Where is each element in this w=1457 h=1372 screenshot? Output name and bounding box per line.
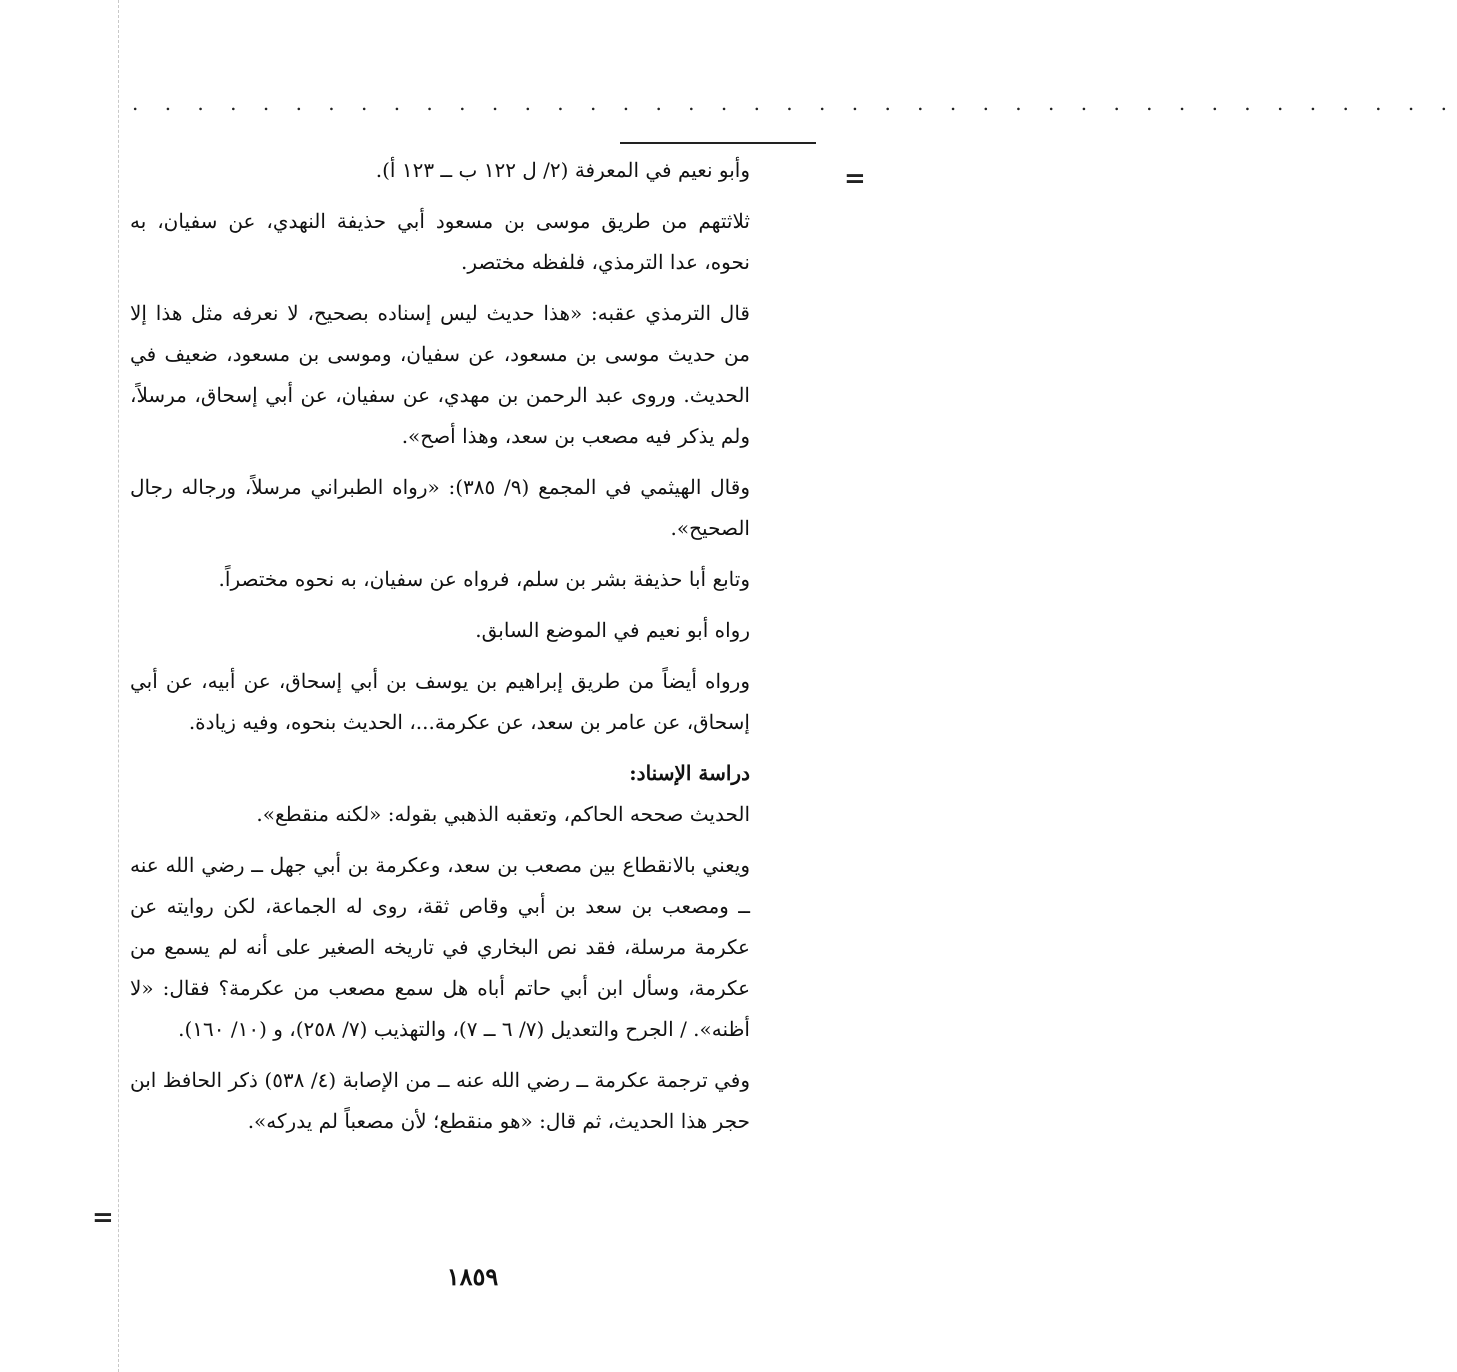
paragraph-ibrahim-chain: ورواه أيضاً من طريق إبراهيم بن يوسف بن أبي إسحاق، عن أبيه، عن أبي إسحاق، عن عامر بن سعد، عن عكرمة...، الحديث بنحوه، وفيه زيادة. bbox=[130, 669, 750, 734]
paragraph-chain-musa: ثلاثتهم من طريق موسى بن مسعود أبي حذيفة النهدي، عن سفيان، به نحوه، عدا الترمذي، فلفظه مختصر. bbox=[130, 209, 750, 274]
paragraph-bishr-follow: وتابع أبا حذيفة بشر بن سلم، فرواه عن سفيان، به نحوه مختصراً. bbox=[218, 567, 750, 591]
footnote-body bbox=[130, 150, 750, 1142]
page-number: ١٨٥٩ bbox=[446, 1262, 499, 1291]
section-heading-isnad-study: دراسة الإسناد: bbox=[629, 761, 750, 785]
margin-guide-line bbox=[118, 0, 119, 1372]
paragraph-tirmidhi-comment: قال الترمذي عقبه: «هذا حديث ليس إسناده بصحيح، لا نعرفه مثل هذا إلا من حديث موسى بن مسعود، عن سفيان، وموسى بن مسعود، ضعيف في الحديث. وروى عبد الرحمن بن مهدي، عن سفيان، عن أبي إسحاق، مرسلاً، ولم يذكر فيه مصعب بن سعد، وهذا أصح». bbox=[130, 301, 750, 448]
paragraph-haythami: وقال الهيثمي في المجمع (٩/ ٣٨٥): «رواه الطبراني مرسلاً، ورجاله رجال الصحيح». bbox=[130, 475, 750, 540]
footnote-rule bbox=[620, 142, 816, 144]
paragraph-inqita: ويعني بالانقطاع بين مصعب بن سعد، وعكرمة بن أبي جهل ــ رضي الله عنه ــ ومصعب بن سعد بن أبي وقاص ثقة، روى له الجماعة، لكن روايته عن عكرمة مرسلة، فقد نص البخاري في تاريخه الصغير على أنه لم يسمع من عكرمة، وسأل ابن أبي حاتم أباه هل سمع مصعب من عكرمة؟ فقال: «لا أظنه». / الجرح والتعديل (٧/ ٦ ــ ٧)، والتهذيب (٧/ ٢٥٨)، و (١٠/ ١٦٠). bbox=[130, 853, 750, 1041]
paragraph-isaba: وفي ترجمة عكرمة ــ رضي الله عنه ــ من الإصابة (٤/ ٥٣٨) ذكر الحافظ ابن حجر هذا الحديث، ثم قال: «هو منقطع؛ لأن مصعباً لم يدركه». bbox=[130, 1068, 750, 1133]
paragraph-hakim: الحديث صححه الحاكم، وتعقبه الذهبي بقوله: «لكنه منقطع». bbox=[256, 802, 750, 826]
paragraph-source-abu-nuaym: وأبو نعيم في المعرفة (٢/ ل ١٢٢ ب ــ ١٢٣ أ). bbox=[375, 158, 750, 182]
continuation-mark-bottom: = bbox=[92, 1203, 114, 1233]
paragraph-abu-nuaym-again: رواه أبو نعيم في الموضع السابق. bbox=[475, 618, 750, 642]
dotted-divider: . . . . . . . . . . . . . . . . . . . . . . . . . . . . . . . . . . . . . . . . . bbox=[132, 91, 1457, 115]
continuation-mark-top: = bbox=[844, 164, 866, 194]
